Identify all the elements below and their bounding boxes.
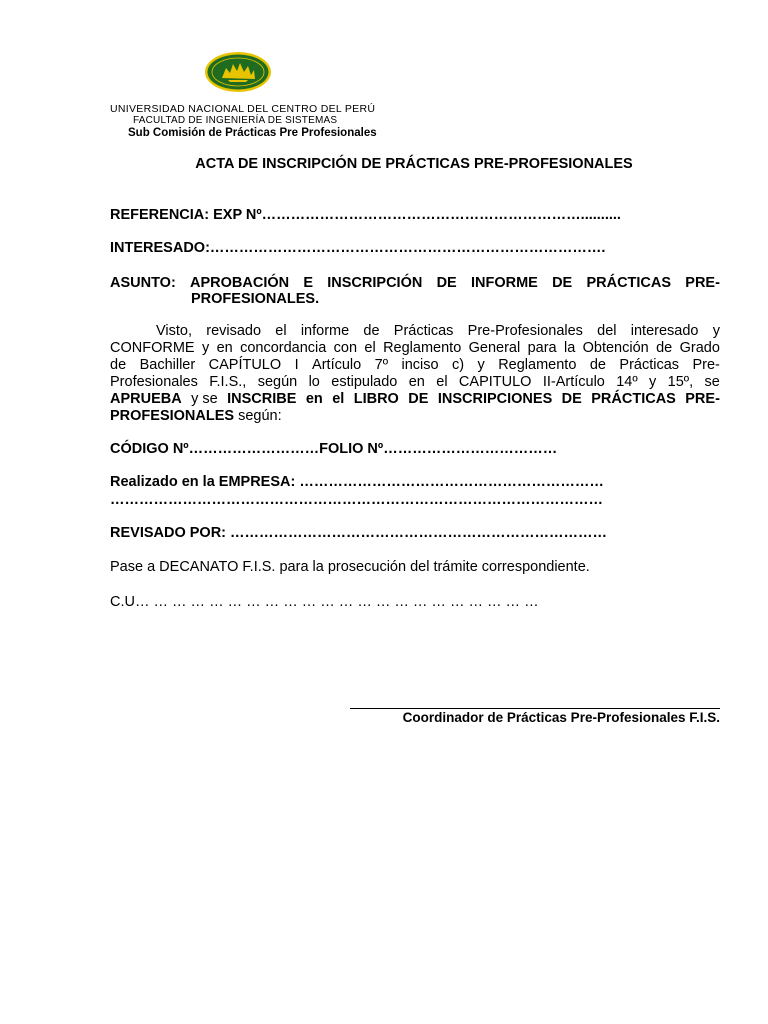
commission-name: Sub Comisión de Prácticas Pre Profesionales <box>128 127 377 139</box>
empresa-continuation: ………………………………………………………………………………………… <box>110 492 603 508</box>
empresa-field: Realizado en la EMPRESA: ……………………………………………………… <box>110 474 604 490</box>
revisado-field: REVISADO POR: …………………………………………………………………… <box>110 525 608 541</box>
body-line-5: APRUEBA y se INSCRIBE en el LIBRO DE INSCRIPCIONES DE PRÁCTICAS PRE- <box>110 391 720 407</box>
body-line-4: Profesionales F.I.S., según lo estipulado en el CAPITULO II-Artículo 14º y 15º, se <box>110 374 720 390</box>
body-line-3: de Bachiller CAPÍTULO I Artículo 7º inciso c) y Reglamento de Prácticas Pre- <box>110 357 720 373</box>
asunto-line-2: PROFESIONALES. <box>191 291 320 307</box>
interesado-field: INTERESADO:………………………………………………………………………. <box>110 240 606 256</box>
university-seal-icon <box>204 51 272 93</box>
codigo-folio-field: CÓDIGO Nº………………………FOLIO Nº……………………………… <box>110 441 558 457</box>
asunto-block <box>110 275 720 307</box>
cu-line: C.U… … … … … … … … … … … … … … … … … … … … … … <box>110 594 539 610</box>
asunto-line-1: ASUNTO: APROBACIÓN E INSCRIPCIÓN DE INFORME DE PRÁCTICAS PRE- <box>110 275 720 291</box>
body-line-6: PROFESIONALES según: <box>110 408 282 424</box>
body-paragraph <box>110 323 720 425</box>
signature-line <box>350 708 720 709</box>
pase-text: Pase a DECANATO F.I.S. para la prosecución del trámite correspondiente. <box>110 559 590 575</box>
faculty-name: FACULTAD DE INGENIERÍA DE SISTEMAS <box>133 115 338 126</box>
body-line-1: Visto, revisado el informe de Prácticas Pre-Profesionales del interesado y <box>156 323 720 339</box>
signature-label: Coordinador de Prácticas Pre-Profesionales F.I.S. <box>402 710 720 725</box>
document-title: ACTA DE INSCRIPCIÓN DE PRÁCTICAS PRE-PROFESIONALES <box>195 156 633 172</box>
referencia-field: REFERENCIA: EXP Nº………………………………………………………….......... <box>110 207 621 223</box>
asunto-label: ASUNTO: <box>110 275 176 291</box>
university-name: UNIVERSIDAD NACIONAL DEL CENTRO DEL PERÚ <box>110 103 376 115</box>
body-line-2: CONFORME y en concordancia con el Reglamento General para la Obtención de Grado <box>110 340 720 356</box>
